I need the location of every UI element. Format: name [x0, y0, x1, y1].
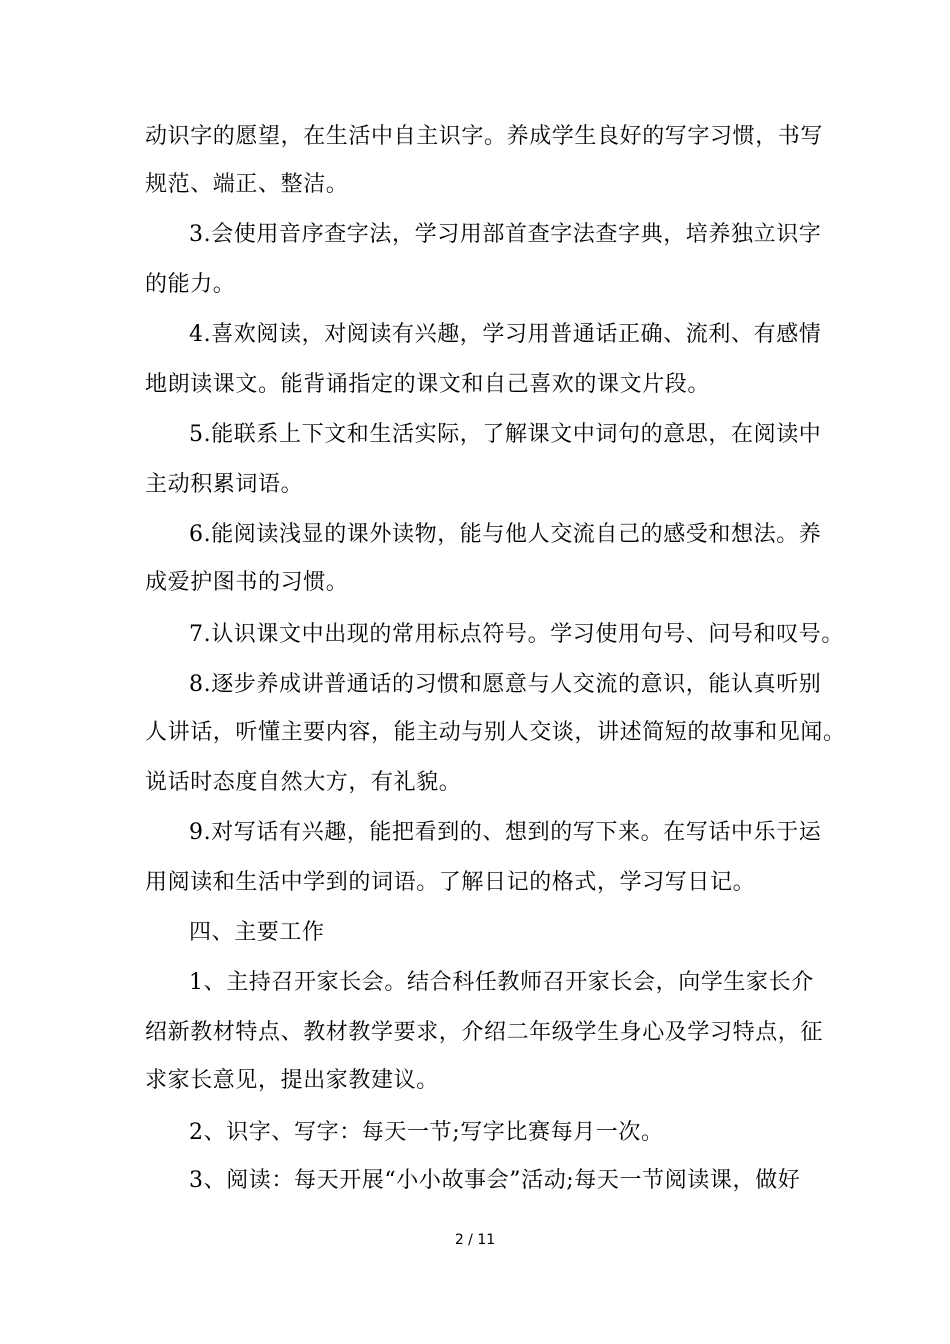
- paragraph-line: 用阅读和生活中学到的词语。了解日记的格式，学习写日记。: [145, 870, 756, 895]
- paragraph-line: 地朗读课文。能背诵指定的课文和自己喜欢的课文片段。: [145, 372, 711, 397]
- list-item-3: 3.会使用音序查字法，学习用部首查字法查字典，培养独立识字: [189, 222, 822, 247]
- list-item-8: 8.逐步养成讲普通话的习惯和愿意与人交流的意识，能认真听别: [189, 672, 822, 697]
- section-heading: 四、主要工作: [189, 920, 325, 945]
- list-item-5: 5.能联系上下文和生活实际，了解课文中词句的意思，在阅读中: [189, 422, 822, 447]
- work-item-2: 2、识字、写字：每天一节;写字比赛每月一次。: [189, 1120, 664, 1145]
- list-item-7: 7.认识课文中出现的常用标点符号。学习使用句号、问号和叹号。: [189, 622, 844, 647]
- work-item-1: 1、主持召开家长会。结合科任教师召开家长会，向学生家长介: [189, 970, 814, 995]
- paragraph-line: 求家长意见，提出家教建议。: [145, 1068, 439, 1093]
- paragraph-line: 人讲话，听懂主要内容，能主动与别人交谈，讲述简短的故事和见闻。: [145, 720, 846, 745]
- list-item-4: 4.喜欢阅读，对阅读有兴趣，学习用普通话正确、流利、有感情: [189, 322, 822, 347]
- page-number: 2 / 11: [454, 1232, 496, 1248]
- paragraph-line: 主动积累词语。: [145, 472, 304, 497]
- paragraph-line: 的能力。: [145, 272, 236, 297]
- list-item-6: 6.能阅读浅显的课外读物，能与他人交流自己的感受和想法。养: [189, 522, 822, 547]
- paragraph-line: 说话时态度自然大方，有礼貌。: [145, 770, 462, 795]
- paragraph-line: 动识字的愿望，在生活中自主识字。养成学生良好的写字习惯，书写: [145, 124, 824, 149]
- paragraph-line: 规范、端正、整洁。: [145, 172, 349, 197]
- paragraph-line: 绍新教材特点、教材教学要求，介绍二年级学生身心及学习特点，征: [145, 1020, 824, 1045]
- paragraph-line: 成爱护图书的习惯。: [145, 570, 349, 595]
- work-item-3: 3、阅读：每天开展“小小故事会”活动;每天一节阅读课，做好: [189, 1168, 801, 1193]
- list-item-9: 9.对写话有兴趣，能把看到的、想到的写下来。在写话中乐于运: [189, 820, 822, 845]
